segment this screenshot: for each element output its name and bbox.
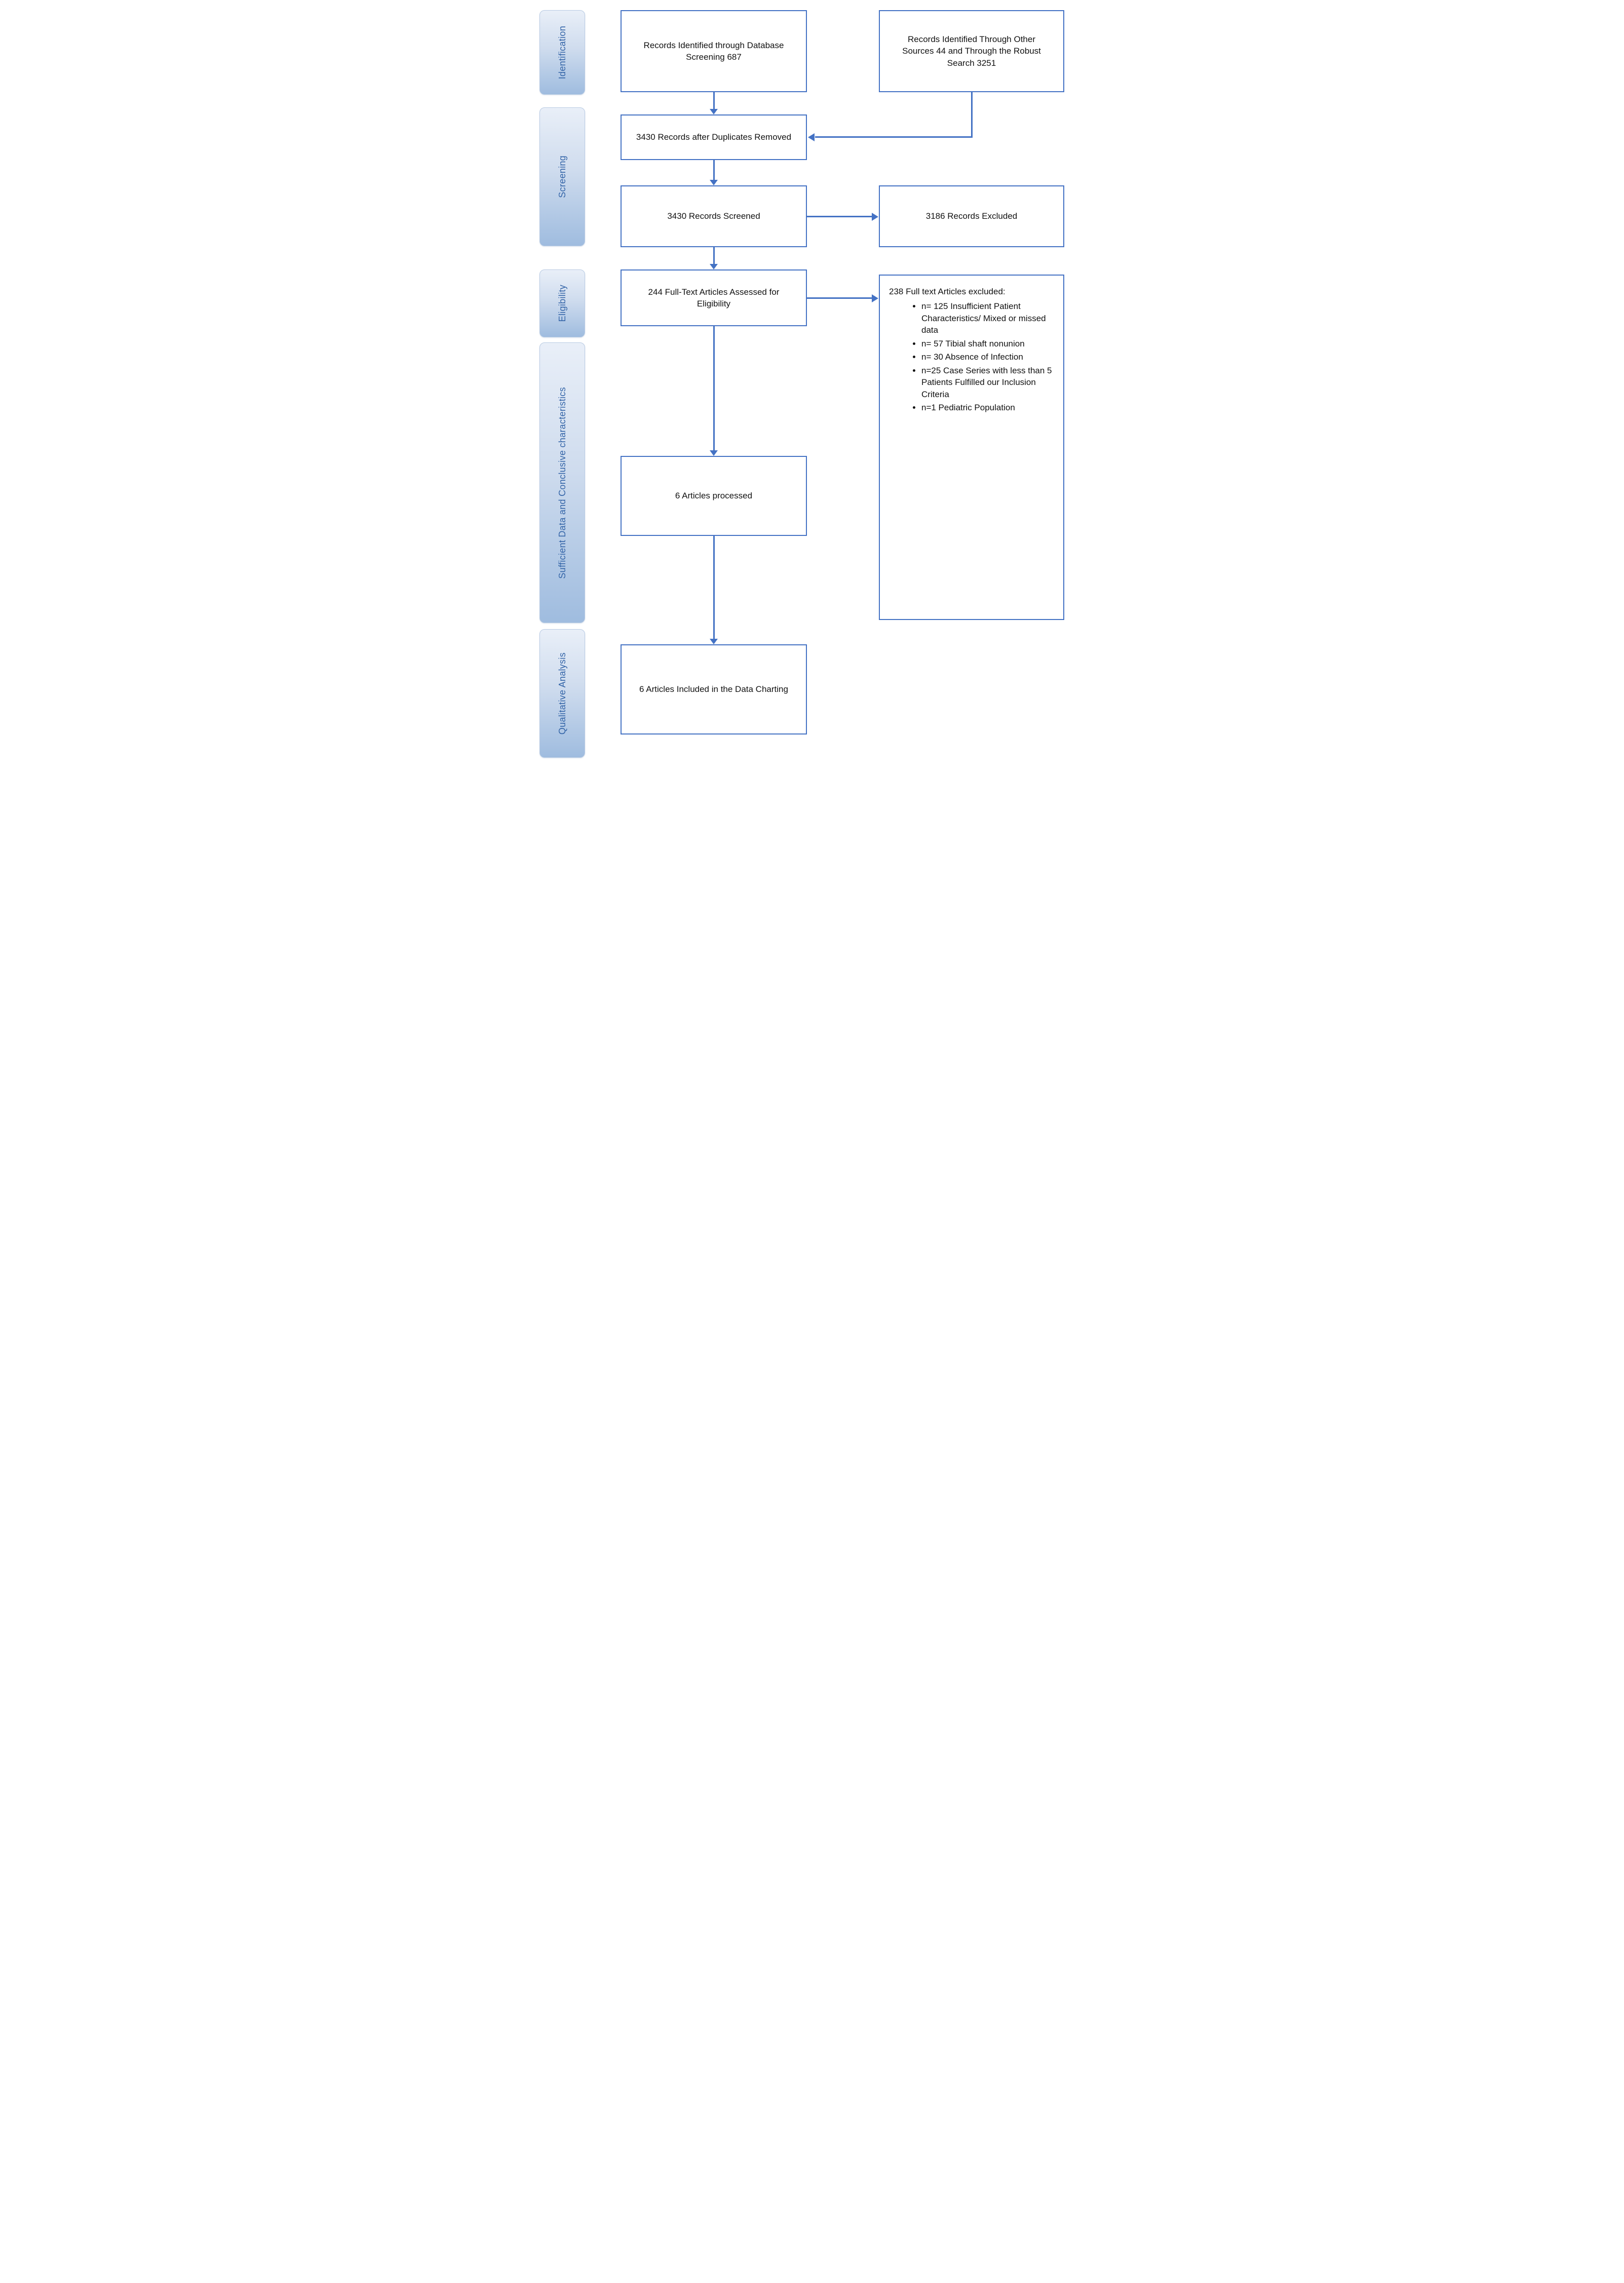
stage-qualitative-analysis bbox=[539, 629, 585, 758]
box-fulltext-assessed bbox=[621, 269, 807, 326]
fulltext-excluded-list bbox=[889, 300, 1055, 413]
stage-label: Identification bbox=[557, 25, 567, 80]
box-text: 3430 Records after Duplicates Removed bbox=[636, 132, 792, 142]
box-records-database bbox=[621, 10, 807, 92]
stage-sufficient-data bbox=[539, 342, 585, 623]
exclusion-reason: • n= 125 Insufficient Patient Characteristics/ Mixed or missed data bbox=[921, 300, 1055, 336]
box-records-screened bbox=[621, 185, 807, 247]
stage-screening bbox=[539, 107, 585, 246]
exclusion-reason: • n= 30 Absence of Infection bbox=[921, 351, 1055, 363]
box-text: 6 Articles Included in the Data Charting bbox=[639, 684, 788, 694]
exclusion-reason: • n= 57 Tibial shaft nonunion bbox=[921, 338, 1055, 350]
box-text: 6 Articles processed bbox=[675, 491, 753, 501]
box-articles-included bbox=[621, 644, 807, 734]
fulltext-excluded-title: 238 Full text Articles excluded: bbox=[889, 287, 1006, 296]
stage-label: Screening bbox=[557, 156, 567, 198]
box-fulltext-excluded bbox=[879, 275, 1064, 620]
prisma-flow-diagram bbox=[533, 0, 1091, 765]
box-text: Records Identified through Database Screening 687 bbox=[643, 40, 784, 62]
box-records-excluded bbox=[879, 185, 1064, 247]
exclusion-reason: • n=25 Case Series with less than 5 Patients Fulfilled our Inclusion Criteria bbox=[921, 365, 1055, 400]
box-after-duplicates bbox=[621, 114, 807, 160]
stage-identification bbox=[539, 10, 585, 95]
exclusion-reason: • n=1 Pediatric Population bbox=[921, 402, 1055, 413]
stage-label: Sufficient Data and Conclusive characteristics bbox=[557, 386, 567, 579]
box-articles-processed bbox=[621, 456, 807, 536]
stage-label: Qualitative Analysis bbox=[557, 652, 567, 735]
box-text: Records Identified Through Other Sources 44 and Through the Robust Search 3251 bbox=[902, 34, 1041, 68]
stage-eligibility bbox=[539, 269, 585, 337]
stage-label: Eligibility bbox=[557, 285, 567, 322]
box-text: 244 Full-Text Articles Assessed for Eligibility bbox=[648, 287, 780, 308]
box-text: 3430 Records Screened bbox=[667, 211, 760, 221]
box-records-other-sources bbox=[879, 10, 1064, 92]
box-text: 3186 Records Excluded bbox=[925, 211, 1018, 221]
